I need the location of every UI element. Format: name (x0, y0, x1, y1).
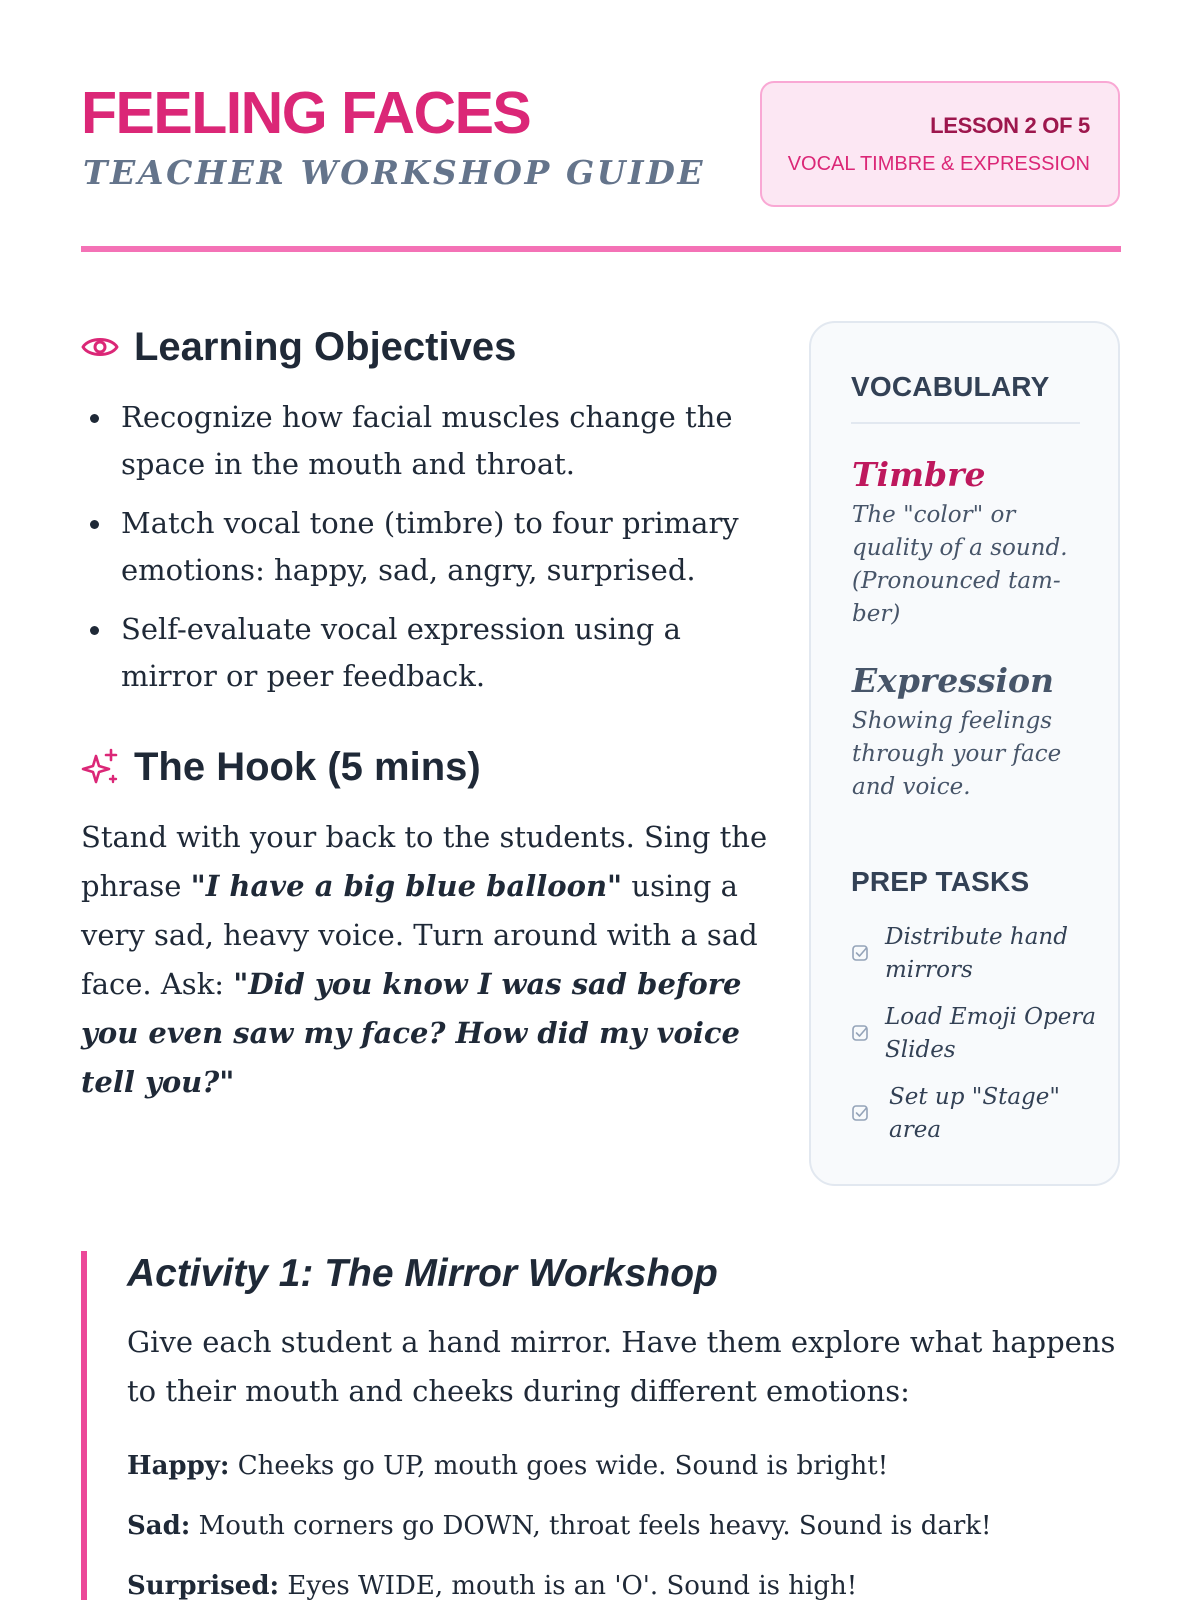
emotion-text: Eyes WIDE, mouth is an 'O'. Sound is high! (279, 1571, 858, 1600)
prep-task-label: Set up "Stage" area (889, 1084, 1060, 1143)
emotion-item (127, 1448, 1127, 1484)
emotion-text: Mouth corners go DOWN, throat feels heavy. Sound is dark! (190, 1511, 992, 1541)
checkbox-icon[interactable] (851, 1103, 871, 1123)
emotion-item (127, 1568, 1127, 1600)
page-subtitle: TEACHER WORKSHOP GUIDE (83, 153, 706, 192)
checkbox-icon[interactable] (851, 943, 871, 963)
checkbox-icon[interactable] (851, 1023, 871, 1043)
emotion-text: Cheeks go UP, mouth goes wide. Sound is bright! (229, 1451, 889, 1481)
objectives-heading-label: Learning Objectives (134, 324, 517, 369)
hook-text-1: Stand with your back to the students. Sing the phrase (81, 820, 768, 903)
emotion-label: Happy: (127, 1451, 230, 1481)
hook-text-2: using a very sad, heavy voice. Turn around with a sad face. Ask: (81, 869, 758, 1001)
vocabulary-heading: VOCABULARY (851, 371, 1050, 402)
list-item: Recognize how facial muscles change the space in the mouth and throat. (81, 394, 771, 488)
prep-task[interactable] (851, 1001, 1101, 1067)
activity-intro: Give each student a hand mirror. Have them explore what happens to their mouth and cheeks during different emotions: (127, 1325, 1116, 1408)
lesson-badge (760, 81, 1120, 207)
vocabulary-sidebar (809, 321, 1120, 1186)
lesson-topic: VOCAL TIMBRE & EXPRESSION (787, 153, 1090, 175)
vocab-definition: The "color" or quality of a sound. (Pronounced tam-ber) (852, 502, 1068, 627)
prep-tasks-heading: PREP TASKS (851, 866, 1030, 897)
prep-task[interactable] (851, 921, 1101, 987)
hook-heading-label: The Hook (5 mins) (134, 744, 481, 789)
hook-quote-1: "I have a big blue balloon" (190, 869, 623, 903)
emotion-label: Surprised: (127, 1571, 280, 1600)
emotion-label: Sad: (127, 1511, 191, 1541)
list-item: Self-evaluate vocal expression using a mirror or peer feedback. (81, 606, 771, 700)
sparkles-icon (80, 747, 120, 787)
activity-title: Activity 1: The Mirror Workshop (127, 1252, 718, 1295)
prep-task-label: Distribute hand mirrors (885, 924, 1068, 983)
vocab-term: Expression (852, 661, 1054, 700)
hook-quote-2: "Did you know I was sad before you even saw my face? How did my voice tell you?" (81, 967, 742, 1099)
vocab-definition: Showing feelings through your face and voice. (852, 708, 1062, 800)
vocabulary-divider (851, 422, 1080, 424)
objectives-list (81, 394, 771, 712)
prep-task[interactable] (851, 1081, 1101, 1147)
list-item: Match vocal tone (timbre) to four primary emotions: happy, sad, angry, surprised. (81, 500, 771, 594)
eye-icon (80, 327, 120, 367)
vocab-term: Timbre (852, 455, 986, 494)
prep-task-label: Load Emoji Opera Slides (885, 1004, 1097, 1063)
hook-heading (80, 742, 481, 792)
page-title: FEELING FACES (81, 80, 531, 146)
header-divider (81, 246, 1121, 252)
emotion-item (127, 1508, 1127, 1544)
lesson-number: LESSON 2 OF 5 (930, 113, 1090, 138)
objectives-heading (80, 322, 516, 372)
hook-paragraph (81, 813, 771, 1107)
activity-accent-bar (81, 1251, 87, 1600)
